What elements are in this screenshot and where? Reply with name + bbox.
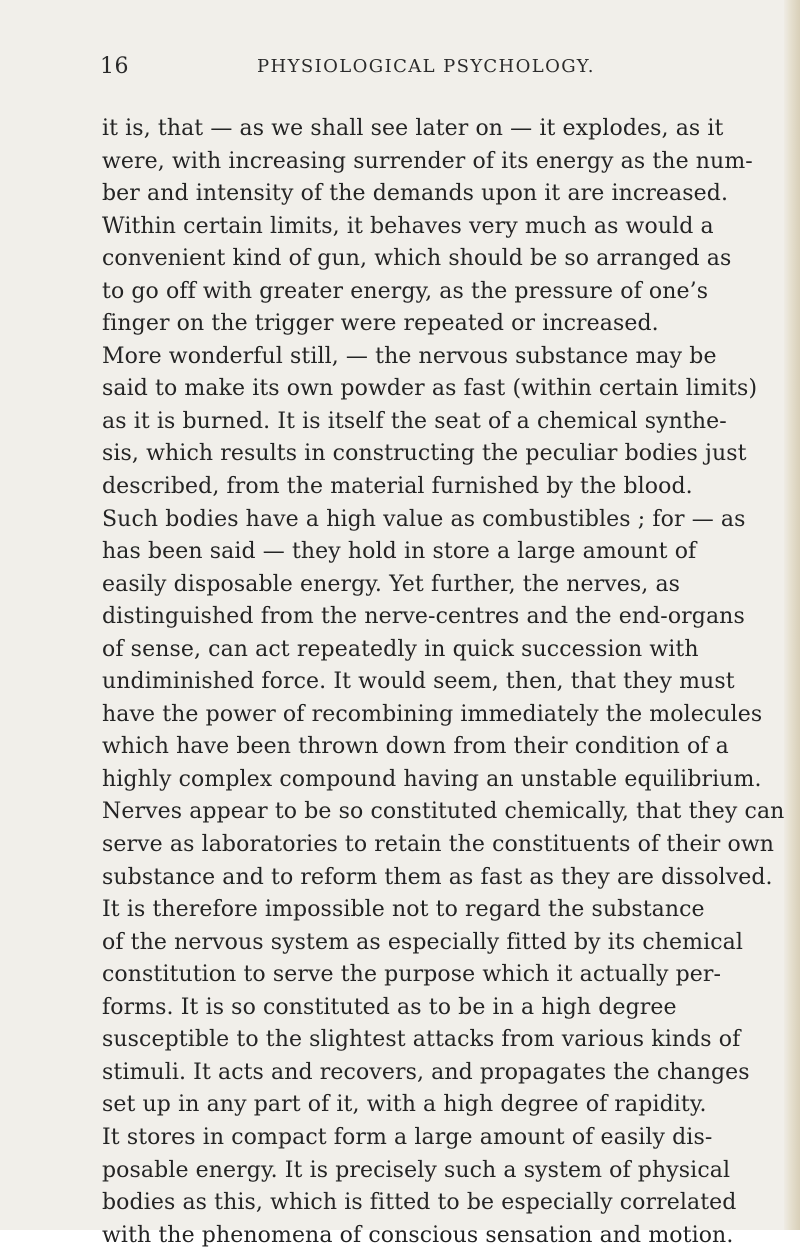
text-line: Such bodies have a high value as combustibles ; for — as: [102, 506, 746, 532]
text-line: undiminished force. It would seem, then, that they must: [102, 669, 735, 695]
text-line: with the phenomena of conscious sensation and motion.: [102, 1222, 734, 1248]
text-line: stimuli. It acts and recovers, and propagates the changes: [102, 1059, 750, 1085]
text-line: It is therefore impossible not to regard the substance: [102, 897, 705, 923]
text-line: set up in any part of it, with a high degree of rapidity.: [102, 1092, 707, 1118]
text-line: Nerves appear to be so constituted chemically, that they can: [102, 799, 785, 825]
text-line: ber and intensity of the demands upon it are increased.: [102, 181, 729, 207]
text-line: Within certain limits, it behaves very much as would a: [102, 213, 714, 239]
page-header: [100, 54, 720, 88]
text-line: have the power of recombining immediately the molecules: [102, 701, 763, 727]
text-line: which have been thrown down from their condition of a: [102, 734, 729, 760]
text-line: susceptible to the slightest attacks from various kinds of: [102, 1027, 741, 1053]
text-line: More wonderful still, — the nervous substance may be: [102, 343, 717, 369]
text-line: were, with increasing surrender of its energy as the num-: [102, 148, 753, 174]
page-edge-shadow: [784, 0, 800, 1230]
text-line: sis, which results in constructing the peculiar bodies just: [102, 441, 747, 467]
text-line: substance and to reform them as fast as they are dissolved.: [102, 864, 773, 890]
text-line: has been said — they hold in store a large amount of: [102, 539, 697, 565]
text-line: to go off with greater energy, as the pressure of one’s: [102, 278, 709, 304]
text-line: bodies as this, which is fitted to be especially correlated: [102, 1190, 737, 1216]
text-line: it is, that — as we shall see later on — it explodes, as it: [102, 116, 724, 141]
running-head: PHYSIOLOGICAL PSYCHOLOGY.: [257, 56, 595, 77]
text-line: posable energy. It is precisely such a system of physical: [102, 1157, 731, 1183]
text-line: forms. It is so constituted as to be in a high degree: [102, 994, 677, 1020]
text-line: of the nervous system as especially fitted by its chemical: [102, 929, 744, 955]
text-line: distinguished from the nerve-centres and the end-organs: [102, 604, 745, 630]
text-line: easily disposable energy. Yet further, the nerves, as: [102, 571, 681, 597]
text-line: described, from the material furnished by the blood.: [102, 474, 693, 500]
text-line: highly complex compound having an unstable equilibrium.: [102, 766, 762, 792]
text-line: finger on the trigger were repeated or increased.: [102, 311, 659, 337]
text-line: as it is burned. It is itself the seat of a chemical synthe-: [102, 408, 727, 434]
text-line: serve as laboratories to retain the constituents of their own: [102, 832, 775, 858]
body-text: [102, 113, 785, 1252]
text-line: constitution to serve the purpose which it actually per-: [102, 962, 722, 988]
text-line: convenient kind of gun, which should be so arranged as: [102, 246, 732, 272]
text-line: of sense, can act repeatedly in quick succession with: [102, 636, 699, 662]
text-line: It stores in compact form a large amount of easily dis-: [102, 1124, 713, 1150]
text-line: said to make its own powder as fast (within certain limits): [102, 376, 758, 402]
page-number: 16: [100, 54, 129, 79]
